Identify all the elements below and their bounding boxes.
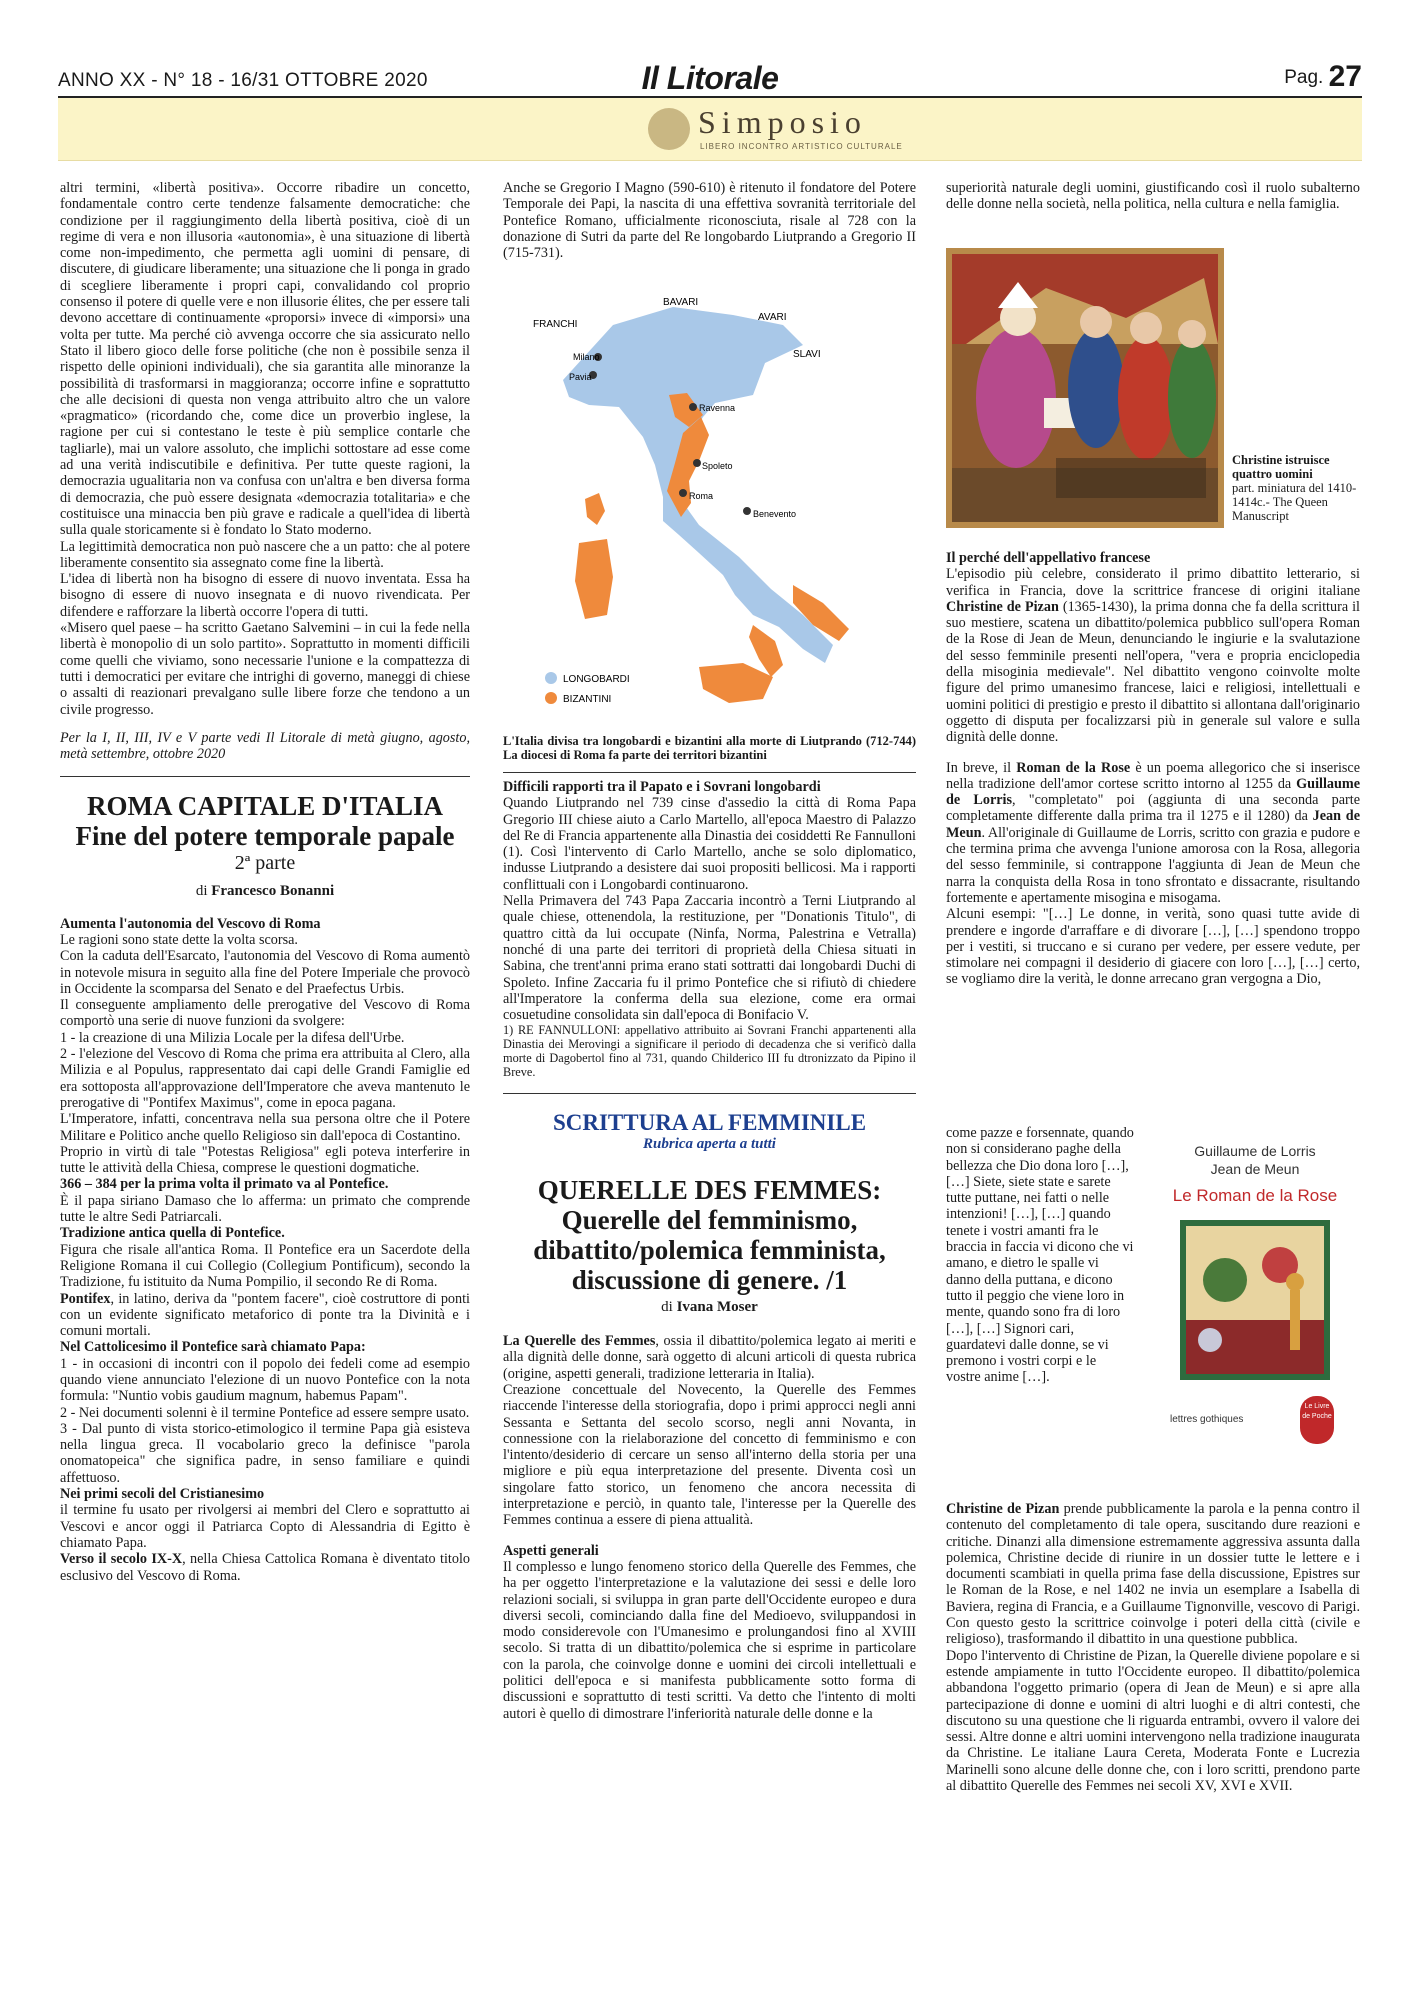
city-dot: [743, 507, 751, 515]
paragraph: «Misero quel paese – ha scritto Gaetano Salvemini – in cui la fede nella libertà è monopolio di un solo partito». Soprattutto in momenti difficili come quelli che viviamo, sono necessarie l'unione e la compattezza di tutti i democratici per evitare che intrighi di governo, maneggi di chiese o assalti di reazionari prevalgano sulle libere forze che tendono a un civile progresso.: [60, 620, 470, 718]
miniature-image: [946, 248, 1224, 528]
divider: [503, 1093, 916, 1094]
subheading: Aspetti generali: [503, 1542, 599, 1559]
column-3-bottom: [946, 1501, 1360, 1794]
subheading: Aumenta l'autonomia del Vescovo di Roma: [60, 915, 321, 932]
rubric-subtitle: Rubrica aperta a tutti: [643, 1136, 776, 1153]
paragraph: La Querelle des Femmes, ossia il dibattito/polemica legato ai meriti e alla dignità delle donne, sarà oggetto di alcuni articoli di questa rubrica (origine, aspetti generali, tradizione letteraria in Italia).: [503, 1333, 916, 1382]
book-cover: [1150, 1142, 1360, 1482]
subheading: Nei primi secoli del Cristianesimo: [60, 1486, 265, 1503]
paragraph: Figura che risale all'antica Roma. Il Pontefice era un Sacerdote della Religione Romana il cui Collegio (Collegium Pontificum), secondo la Tradizione, fu istituito da Numa Pompilio, il secondo Re di Roma.: [60, 1241, 470, 1291]
legend-longobardi: LONGOBARDI: [563, 674, 630, 685]
city-dot: [679, 489, 687, 497]
page-number: [1284, 60, 1362, 94]
subheading: Difficili rapporti tra il Papato e i Sovrani longobardi: [503, 779, 821, 795]
paragraph: Christine de Pizan prende pubblicamente la parola e la penna contro il contenuto del completamento di tale opera, suscitando dure reazioni e critiche. Dinanzi alla dimensione estremamente aggressiva assunta dalla polemica, Christine decide di riunire in un dossier tutte le lettere e i documenti scambiati in quella prima fase della discussione, Epistres sur le Roman de la Rose, e nel 1402 ne invia un esemplare a Isabella di Baviera, regina di Francia, e a Guillaume Tignonville, vescovo di Parigi. Con questo gesto la scrittrice coinvolge i poteri della città (civile e religioso), trasformando il dibattito in una questione pubblica.: [946, 1501, 1360, 1648]
footnote: 1) RE FANNULLONI: appellativo attribuito ai Sovrani Franchi appartenenti alla Dinastia dei Merovingi a significare il periodo di decadenza che si verificò dalla morte di Dagobertol fino al 731, quando Childerico III fu dtronizzato da Pipino il Breve.: [503, 1023, 916, 1080]
legend-swatch-longobardi: [545, 672, 557, 684]
map-label-pavia: Pavia: [569, 372, 592, 382]
legend-swatch-bizantini: [545, 692, 557, 704]
paragraph: 3 - Dal punto di vista storico-etimologico il termine Papa già esisteva nella lingua greca. Il vocabolario greco la definisce "parola onomatopeica" che significa padre, in senso familiare e quindi affettuoso.: [60, 1420, 470, 1486]
paragraph: L'idea di libertà non ha bisogno di essere di nuovo inventata. Essa ha bisogno di essere di nuovo insegnata e di nuovo rivendicata. Per difendere e rafforzare la libertà occorre l'opera di tutti.: [60, 571, 470, 620]
paragraph: L'Imperatore, infatti, concentrava nella sua persona oltre che il Potere Militare e Politico anche quello Religioso sin dall'epoca di Costantino.: [60, 1111, 470, 1144]
issue-info: ANNO XX - N° 18 - 16/31 OTTOBRE 2020: [58, 70, 428, 91]
paragraph: Il conseguente ampliamento delle prerogative del Vescovo di Roma comportò una serie di nuove funzioni da svolgere:: [60, 997, 470, 1030]
map-label-bavari: BAVARI: [663, 297, 699, 308]
paragraph: 2 - l'elezione del Vescovo di Roma che prima era attribuita al Clero, alla Milizia e al Populus, rappresentato dai capi delle Grandi Famiglie ed era sottoposta all'approvazione dell'Imperatore che aveva mantenuto le prerogative di "Pontifex Maximus", come in epoca pagana.: [60, 1046, 470, 1111]
author-name: Ivana Moser: [676, 1298, 758, 1315]
divider: [503, 772, 916, 773]
city-dot: [693, 459, 701, 467]
paragraph: Creazione concettuale del Novecento, la Querelle des Femmes riaccende l'interesse della storiografia, dopo i primi approcci negli anni Sessanta e Settanta del secolo scorso, negli anni Novanta, in connessione con la rielaborazione del concetto di femminismo e con l'intento/desiderio di cercare un senso all'interno della storia per una migliore e più equa interpretazione del presente. Diventa così un singolare fatto storico, un fenomeno che ancora necessita di interpretazione e perciò, in quanto tale, l'interesse per la Querelle des Femmes continua a essere di piena attualità.: [503, 1381, 916, 1529]
subheading: Il perché dell'appellativo francese: [946, 550, 1151, 566]
map-label-slavi: SLAVI: [793, 349, 821, 360]
miniature-caption: Christine istruisce quattro uomini part. miniatura del 1410-1414c.- The Queen Manuscript: [1232, 453, 1357, 523]
paragraph: Il complesso e lungo fenomeno storico della Querelle des Femmes, che ha per oggetto l'interpretazione e la valutazione dei sessi e delle loro relazioni sociali, si sviluppa in gran parte dell'Occidente europeo e dura diversi secoli, cominciando dalla fine del Medioevo, sviluppandosi in modo considerevole con l'Umanesimo e prolungandosi fino al XVIII secolo. Si tratta di un dibattito/polemica che si esprime in particolare con la parola, che coinvolge donne e uomini dei circoli intellettuali e politici dell'epoca e si manifesta pubblicamente sotto forma di discussioni e soprattutto di testi scritti. Va detto che l'intento di molti autori è quello di dimostrare l'inferiorità naturale delle donne e la: [503, 1558, 916, 1722]
map-label-spoleto: Spoleto: [702, 461, 733, 471]
map-label-benevento: Benevento: [753, 509, 797, 519]
city-dot: [689, 403, 697, 411]
book-title: Le Roman de la Rose: [1172, 1186, 1338, 1205]
paragraph: Anche se Gregorio I Magno (590-610) è ritenuto il fondatore del Potere Temporale dei Papi, la nascita di una effettiva sovranità territoriale del Pontefice Romano, ufficialmente riconosciuta, risale al 728 con la donazione di Sutri da parte del Re longobardo Liutprando a Gregorio II (715-731).: [503, 180, 916, 262]
rubric-title: SCRITTURA AL FEMMINILE: [552, 1110, 867, 1136]
paragraph: 2 - Nei documenti solenni è il termine Pontefice ad essere sempre usato.: [60, 1404, 470, 1421]
map-label-milano: Milano: [573, 352, 600, 362]
article-title: QUERELLE DES FEMMES:: [537, 1174, 882, 1205]
masthead: [58, 60, 1362, 98]
series-note: Per la I, II, III, IV e V parte vedi Il Litorale di metà giugno, agosto, metà settembre, ottobre 2020: [60, 729, 470, 763]
paragraph: Proprio in virtù di tale "Potestas Religiosa" egli poteva interferire in tutte le attività della Chiesa, comprese le questioni dogmatiche.: [60, 1143, 470, 1177]
article-subtitle: dibattito/polemica femminista,: [533, 1234, 886, 1265]
paragraph: Nella Primavera del 743 Papa Zaccaria incontrò a Terni Liutprando al quale chiese, ottenendola, la restituzione, per "Donationis Titulo", di quattro città da lui occupate (Ninfa, Norma, Palestrina e Vetralla) nonché di una parte dei territori di proprietà della Chiesa situati in Sabina, che trent'anni prima erano stati sottratti dai longobardi Duchi di Spoleto. Infine Zaccaria fu il primo Pontefice che si rifiutò di chiedere all'Imperatore la conferma della sua elezione, come era ormai cosuetudine consolidata sin dall'epoca di Bonifacio V.: [503, 893, 916, 1024]
paragraph: come pazze e forsennate, quando non si considerano paghe della bellezza che Dio dona loro […], […] Siete, siete state e sarete tutte puttane, nei fatti o nelle intenzioni! […], […] quando tenete i vostri amanti fra le braccia in faccia vi dicono che vi amano, e dietro le spalle vi danno della puttana, e dicono tutto il peggio che viene loro in mente, quando sono fra di loro […], […] Signori cari, guardatevi dalle donne, se vi premono i vostri corpi e le vostre anime […].: [946, 1125, 1134, 1386]
subheading: Nel Cattolicesimo il Pontefice sarà chiamato Papa:: [60, 1339, 366, 1356]
author-name: Francesco Bonanni: [211, 883, 335, 900]
paragraph: 1 - la creazione di una Milizia Locale per la difesa dell'Urbe.: [60, 1029, 405, 1046]
paragraph: Alcuni esempi: "[…] Le donne, in verità, sono quasi tutte avide di prendere e ingorde d'arraffare e di divorare […], […] spendono troppo per i vestiti, si truccano e si curano per vedere, per essere vedute, per stimolare nei compagni il desiderio di giacere con loro […], […] certo, se vogliamo dire la verità, le donne arrecano gran vergogna a Dio,: [946, 906, 1360, 988]
section-band: [58, 98, 1362, 161]
article-subtitle: Querelle del femminismo,: [561, 1204, 858, 1235]
paragraph: 1 - in occasioni di incontri con il popolo dei fedeli come ad esempio quando viene annunciato l'elezione di un nuovo Pontefice con la nota formula: "Nuntio vobis gaudium magnum, habemus Papam".: [60, 1355, 470, 1405]
byline: di Ivana Moser: [661, 1298, 758, 1315]
paragraph: Quando Liutprando nel 739 cinse d'assedio la città di Roma Papa Gregorio III chiese aiuto a Carlo Martello, all'epoca Maestro di Palazzo del Re di Francia appartenente alla Dinastia dei cosiddetti Re Fannulloni (1). Così l'intervento di Carlo Martello, anche se solo diplomatico, indusse Liutprando a desistere dai suoi propositi bellicosi. Ma i rapporti conflittuali con i Longobardi continuarono.: [503, 795, 916, 893]
paragraph: Le ragioni sono state dette la volta scorsa.: [60, 931, 298, 948]
subheading: 366 – 384 per la prima volta il primato va al Pontefice.: [60, 1176, 389, 1193]
paragraph: Dopo l'intervento di Christine de Pizan, la Querelle diviene popolare e si estende ampiamente in tutto l'Occidente europeo. Il dibattito/polemica abbandona l'oggetto primario (opera di Jean de Meun) e si apre alla partecipazione di donne e uomini di altri luoghi e di altri contesti, che discutono su una questione che li riguarda entrambi, ovvero il valore dei sessi. Altre donne e altri uomini intervengono nella tradizione inaugurata da Christine. Le italiane Laura Cereta, Moderata Fonte e Lucrezia Marinelli sono alcune delle donne che, con i loro scritti, prendono parte al dibattito Querelle des Femmes nei secoli XV, XVI e XVII.: [946, 1647, 1360, 1795]
map-caption: L'Italia divisa tra longobardi e bizantini alla morte di Liutprando (712-744) La diocesi di Roma fa parte dei territori bizantini: [503, 734, 916, 762]
simposio-logo-icon: [648, 108, 690, 150]
subheading: Tradizione antica quella di Pontefice.: [60, 1225, 285, 1242]
paragraph: È il papa siriano Damaso che lo afferma: un primato che comprende tutte le altre Sedi Patriarcali.: [60, 1192, 470, 1226]
column-2-top: [503, 180, 916, 261]
paragraph: Con la caduta dell'Esarcato, l'autonomia del Vescovo di Roma aumentò in notevole misura in seguito alla fine del Potere Imperiale che provocò in Occidente la scomparsa del Senato e del Praefectus Urbis.: [60, 948, 470, 997]
paragraph: il termine fu usato per rivolgersi ai membri del Clero e soprattutto ai Vescovi e ancor oggi il Patriarca Copto di Alessandria di Egitto è chiamato Papa.: [60, 1502, 470, 1551]
paragraph: superiorità naturale degli uomini, giustificando così il ruolo subalterno delle donne nella società, nella politica, nella cultura e nella famiglia.: [946, 180, 1360, 213]
legend-bizantini: BIZANTINI: [563, 694, 612, 705]
book-authors: Guillaume de Lorris Jean de Meun: [1194, 1143, 1316, 1177]
article-subtitle: Fine del potere temporale papale: [75, 821, 455, 852]
map-label-roma: Roma: [689, 491, 714, 501]
column-3-middle: [946, 550, 1360, 988]
column-3-top: [946, 180, 1360, 213]
column-3-narrow: [946, 1125, 1134, 1386]
divider: [60, 776, 470, 777]
article-title: ROMA CAPITALE D'ITALIA: [86, 791, 444, 822]
byline: di Francesco Bonanni: [195, 883, 335, 900]
paragraph: L'episodio più celebre, considerato il primo dibattito letterario, si verifica in Francia, dove la scrittrice francese di origini italiane Christine de Pizan (1365-1430), la prima donna che fa della scrittura il suo mestiere, scatena un dibattito/polemica pubblico sull'opera Roman de la Rose di Jean de Meun, denunciando le ingiurie e la svalutazione del sesso femminile presenti nell'opera, "vera e propria enciclopedia della misoginia medievale". Nel dibattito vengono coinvolte molte figure del primo umanesimo francese, laici e religiosi, intellettuali e uomini politici di prestigio e presto il dibattito si allontana dall'originario oggetto di disputa per focalizzarsi più in generale sul valore e sulla dignità delle donne.: [946, 566, 1361, 746]
article-part: 2ª parte: [234, 852, 296, 875]
section-subtitle: LIBERO INCONTRO ARTISTICO CULTURALE: [700, 142, 903, 151]
page-number-value: 27: [1328, 60, 1362, 93]
map-label-franchi: FRANCHI: [533, 319, 578, 330]
map-label-avari: AVARI: [758, 312, 787, 323]
paragraph: In breve, il Roman de la Rose è un poema allegorico che si inserisce nella tradizione dell'amor cortese scritto intorno al 1255 da Guillaume de Lorris, "completato" poi (aggiunta di una seconda parte completamente differente dalla prima tra il 1275 e il 1280) da Jean de Meun. All'originale di Guillaume de Lorris, scritto con grazia e pudore e che termina prima che avvenga l'unione amorosa con la Rosa, allegoria del sesso femminile, si contrappone l'aggiunta di Jean de Meun che narra la conquista della Rosa in tono sfrontato e dissacrante, risultando fortemente e apertamente misogina e misogama.: [946, 759, 1361, 906]
column-2-bottom: [503, 734, 916, 1722]
newspaper-title: Il Litorale: [641, 60, 779, 96]
map-label-ravenna: Ravenna: [699, 403, 736, 413]
page-label: Pag.: [1284, 67, 1324, 88]
article-subtitle: discussione di genere. /1: [571, 1264, 848, 1295]
section-title: Simposio: [698, 104, 867, 140]
column-1: [60, 180, 470, 1584]
publisher-logo-icon: Le Livre de Poche: [1300, 1396, 1334, 1444]
paragraph: Pontifex, in latino, deriva da "pontem facere", cioè costruttore di ponti con un evidente significato metaforico di ponte tra la Divinità e i comuni mortali.: [60, 1290, 470, 1340]
paragraph: La legittimità democratica non può nascere che a un patto: che al potere liberamente consentito sia assegnato come fine la libertà.: [60, 538, 470, 571]
paragraph: Verso il secolo IX-X, nella Chiesa Cattolica Romana è diventato titolo esclusivo del Vescovo di Roma.: [60, 1551, 470, 1584]
book-illustration: [1180, 1220, 1330, 1380]
italy-map: [503, 285, 916, 725]
book-series: lettres gothiques: [1170, 1414, 1244, 1425]
paragraph: altri termini, «libertà positiva». Occorre ribadire un concetto, fondamentale contro certe tendenze falsamente democratiche: che condizione per il raggiungimento della libertà positiva, cioè di un regime di vera e non illusoria «autonomia», è una situazione di libertà come non-impedimento, che permetta agli uomini di pensare, di discutere, di giudicare liberamente; una situazione che li ponga in grado di scegliere liberamente i propri capi, convalidando col proprio consenso il potere di quelle vere e non illusorie élites, che per essere tali devono accettare di continuamente «proporsi» invece di «imporsi» una volta per tutte. Ma perché ciò avvenga occorre che sia assicurato nello Stato il libero gioco delle forse politiche (che non è possibile senza il rispetto delle opinioni individuali), che sia garantita alle minoranze la possibilità di trasformarsi in maggioranza; occorre infine e soprattutto che alle decisioni di questa non venga attribuito altro che un valore «pragmatico» (ricordando che, come dice un proverbio inglese, la ragione per cui si contestano le teste è più semplice contarle che tagliarle), mai un valore assoluto, che implichi sottostare ad esse come ad una verità indiscutibile e definitiva. Per tutte queste ragioni, la democrazia ugualitaria non va confusa con un'altra e ben diversa forma di democrazia, che può essere designata «democrazia totalitaria» e che costituisce una minaccia ben più grave e radicale a quell'idea di libertà sulla quale storicamente si è fondato lo Stato moderno.: [60, 180, 470, 539]
